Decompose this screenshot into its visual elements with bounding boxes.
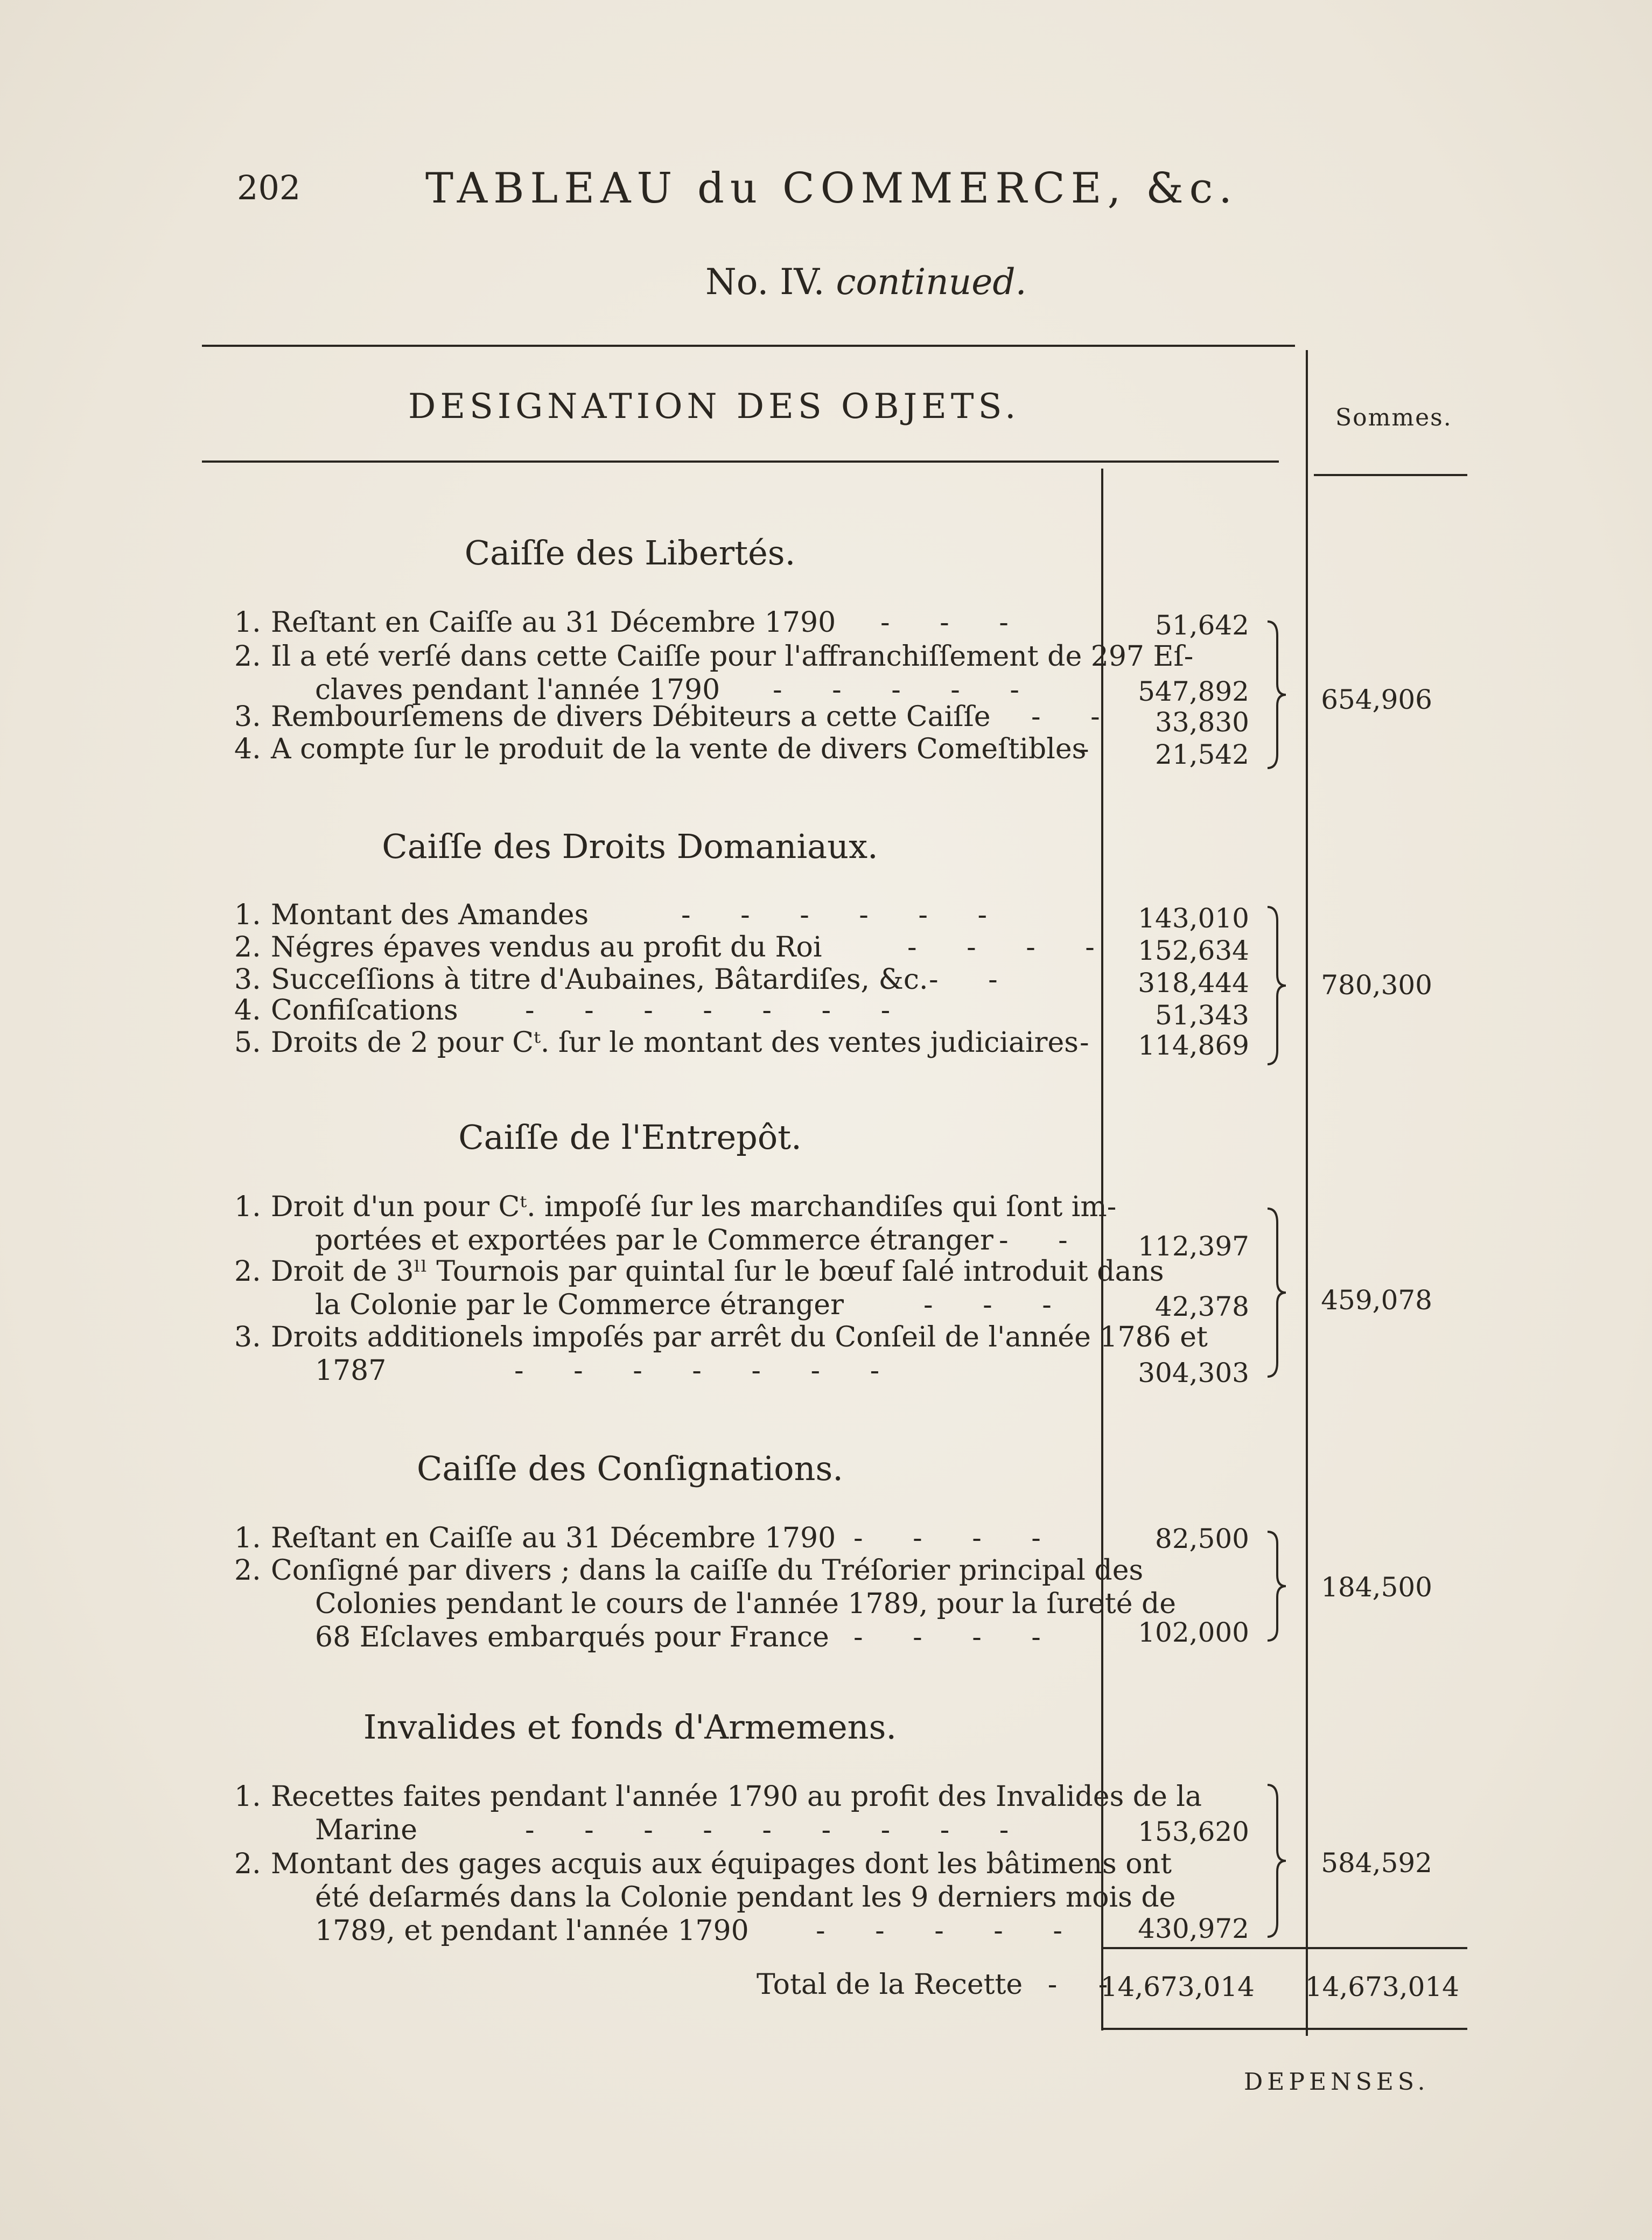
page-number: 202 (237, 168, 301, 207)
table-subtitle (705, 261, 1027, 303)
item-amount: 82,500 (1155, 1523, 1249, 1554)
right-brace-icon (1265, 1206, 1287, 1379)
list-item: 1. Droit d'un pour Cᵗ. impoſé ſur les marchandiſes qui ſont im- portées et exportées par le Commerce étranger - - (234, 1191, 1117, 1257)
list-item: 1. Reſtant en Caiſſe au 31 Décembre 1790 - - - - (234, 1522, 1061, 1554)
section-sum: 584,592 (1321, 1847, 1432, 1879)
item-amount: 51,642 (1155, 610, 1249, 641)
item-amount: 318,444 (1138, 967, 1249, 999)
list-item: 2. Négres épaves vendus au profit du Roi - - - - (234, 931, 1115, 964)
list-item: 3. Droits additionels impoſés par arrêt du Conſeil de l'année 1786 et 1787 - - - - - - - (234, 1321, 1208, 1387)
section-sum: 654,906 (1321, 684, 1432, 715)
item-amount: 152,634 (1138, 935, 1249, 966)
item-amount: 304,303 (1138, 1357, 1249, 1388)
right-brace-icon (1265, 1783, 1287, 1939)
item-amount: 102,000 (1138, 1617, 1249, 1648)
section-title-entrepot: Caiſſe de l'Entrepôt. (458, 1118, 802, 1157)
item-amount: 153,620 (1138, 1816, 1249, 1847)
designation-column-header: DESIGNATION DES OBJETS. (408, 387, 1020, 427)
list-item: 3. Succeſſions à titre d'Aubaines, Bâtardiſes, &c. - - (234, 964, 1018, 996)
sommes-column-rule (1306, 350, 1308, 2036)
item-amount: 33,830 (1155, 707, 1249, 738)
list-item: 2. Montant des gages acquis aux équipages dont les bâtimens ont été deſarmés dans la Colonie pendant les 9 derniers mois de 1789, et pendant l'année 1790 - - - - - (234, 1848, 1176, 1947)
total-sum: 14,673,014 (1305, 1971, 1459, 2002)
section-title-consignations: Caiſſe des Conſignations. (416, 1449, 843, 1488)
list-item: 2. Droit de 3ˡˡ Tournois par quintal ſur le bœuf ſalé introduit dans la Colonie par le Commerce étranger - - - (234, 1255, 1164, 1321)
total-bottom-rule (1101, 2028, 1467, 2030)
list-item: 3. Rembourſemens de divers Débiteurs a cette Caiſſe - - (234, 701, 1121, 733)
item-amount: 114,869 (1138, 1030, 1249, 1061)
section-sum: 459,078 (1321, 1285, 1432, 1316)
right-brace-icon (1265, 905, 1287, 1066)
list-item: 2. Conſigné par divers ; dans la caiſſe du Tréſorier principal des Colonies pendant le cours de l'année 1789, pour la ſureté de 68 Eſclaves embarqués pour France - - - - (234, 1554, 1177, 1653)
item-amount: 547,892 (1138, 676, 1249, 707)
subtitle-note: continued. (836, 261, 1027, 303)
section-title-libertes: Caiſſe des Libertés. (464, 533, 796, 573)
list-item: 4. Confiſcations - - - - - - - (234, 994, 911, 1027)
item-amount: 430,972 (1138, 1913, 1249, 1944)
item-amount: 42,378 (1155, 1291, 1249, 1322)
sommes-column-header: Sommes. (1335, 404, 1452, 431)
list-item: 1. Reſtant en Caiſſe au 31 Décembre 1790 - - - (234, 606, 1029, 639)
subtitle-number: No. IV. (705, 261, 825, 303)
catchword: DEPENSES. (1244, 2068, 1430, 2096)
section-sum: 780,300 (1321, 969, 1432, 1001)
section-title-domaniaux: Caiſſe des Droits Domaniaux. (382, 827, 878, 866)
right-brace-icon (1265, 619, 1287, 770)
item-amount: 21,542 (1155, 739, 1249, 770)
running-title: TABLEAU du COMMERCE, &c. (425, 164, 1238, 213)
item-amount: 51,343 (1155, 1000, 1249, 1031)
section-sum: 184,500 (1321, 1572, 1432, 1603)
header-bottom-rule (202, 460, 1279, 463)
item-amount: 143,010 (1138, 903, 1249, 934)
list-item: 1. Recettes faites pendant l'année 1790 au profit des Invalides de la Marine - - - - - - - - - (234, 1781, 1202, 1846)
total-amount: 14,673,014 (1100, 1971, 1255, 2002)
list-item: 2. Il a eté verſé dans cette Caiſſe pour l'affranchiſſement de 297 Eſ- claves pendant l'année 1790 - - - - - (234, 640, 1194, 706)
list-item: 4. A compte ſur le produit de la vente de divers Comeſtibles - (234, 733, 1110, 765)
item-amount: 112,397 (1138, 1231, 1249, 1262)
list-item: 1. Montant des Amandes - - - - - - (234, 899, 1008, 931)
sommes-header-rule (1314, 474, 1467, 476)
right-brace-icon (1265, 1530, 1287, 1643)
table-top-rule (202, 345, 1295, 347)
section-title-invalides: Invalides et fonds d'Armemens. (363, 1707, 897, 1747)
total-label: Total de la Recette - - (757, 1969, 1124, 2001)
list-item: 5. Droits de 2 pour Cᵗ. ſur le montant des ventes judiciaires - (234, 1027, 1110, 1059)
